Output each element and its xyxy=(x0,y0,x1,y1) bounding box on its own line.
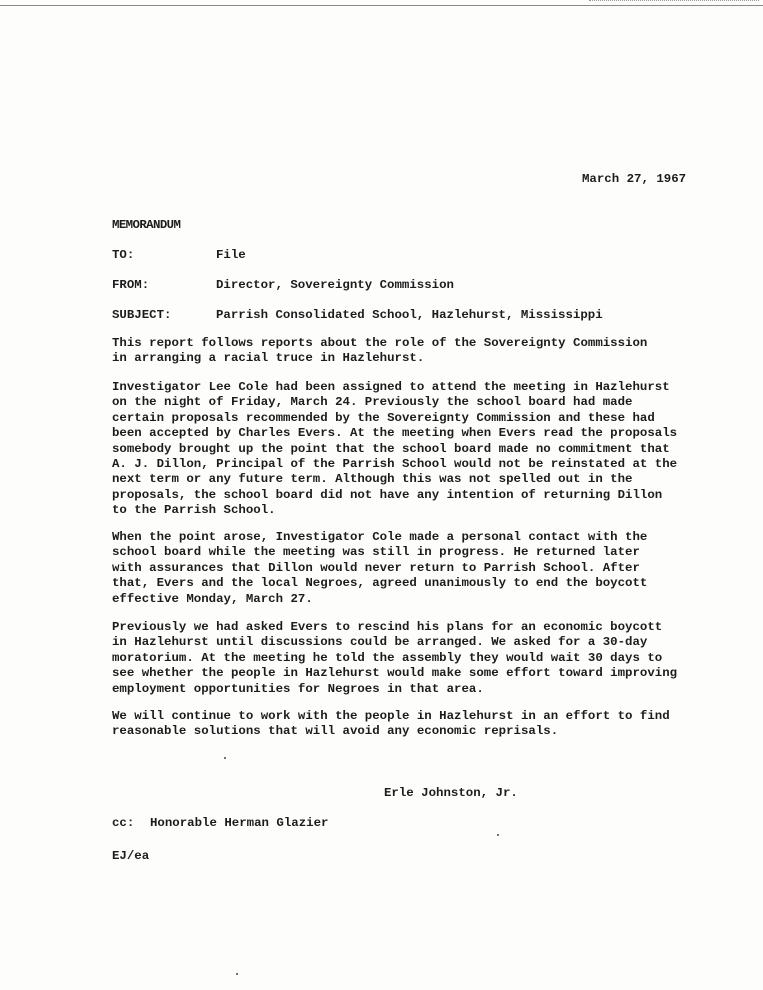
paragraph-line: certain proposals recommended by the Sovereignty Commission and these had xyxy=(112,410,655,425)
subject-label: SUBJECT: xyxy=(112,308,172,322)
paragraph-line: A. J. Dillon, Principal of the Parrish School would not be reinstated at the xyxy=(112,457,678,472)
paragraph-5 xyxy=(112,709,712,740)
paragraph-line: school board while the meeting was still in progress. He returned later xyxy=(112,545,640,560)
to-label: TO: xyxy=(112,248,135,262)
paragraph-line: Previously we had asked Evers to rescind his plans for an economic boycott xyxy=(112,620,663,634)
paragraph-line: been accepted by Charles Evers. At the meeting when Evers read the proposals xyxy=(112,426,678,441)
paragraph-line: moratorium. At the meeting he told the assembly they would wait 30 days to xyxy=(112,650,663,665)
paragraph-line: reasonable solutions that will avoid any economic reprisals. xyxy=(112,724,559,739)
paragraph-line: with assurances that Dillon would never return to Parrish School. After xyxy=(112,560,640,575)
paragraph-line: that, Evers and the local Negroes, agreed unanimously to end the boycott xyxy=(112,576,648,591)
paragraph-line: When the point arose, Investigator Cole made a personal contact with the xyxy=(112,530,648,544)
paragraph-line: Investigator Lee Cole had been assigned to attend the meeting in Hazlehurst xyxy=(112,380,670,394)
paragraph-line: somebody brought up the point that the school board made no commitment that xyxy=(112,441,670,456)
from-value: Director, Sovereignty Commission xyxy=(216,278,454,292)
signature-name: Erle Johnston, Jr. xyxy=(384,786,518,800)
paper-speck xyxy=(236,973,238,975)
paragraph-3 xyxy=(112,530,712,607)
from-label: FROM: xyxy=(112,278,150,292)
cc-label: cc: xyxy=(112,816,135,830)
paragraph-1 xyxy=(112,336,712,367)
memo-date: March 27, 1967 xyxy=(582,172,687,186)
paragraph-line: next term or any future term. Although this was not spelled out in the xyxy=(112,472,633,487)
paragraph-line: to the Parrish School. xyxy=(112,503,276,518)
paragraph-line: employment opportunities for Negroes in that area. xyxy=(112,681,484,696)
top-rule xyxy=(0,5,763,6)
top-edge-marks xyxy=(589,0,759,4)
paragraph-line: see whether the people in Hazlehurst would make some effort toward improving xyxy=(112,666,678,681)
paper-speck xyxy=(224,757,226,759)
paragraph-line: proposals, the school board did not have any intention of returning Dillon xyxy=(112,487,663,502)
paragraph-line: in arranging a racial truce in Hazlehurst. xyxy=(112,351,425,366)
paragraph-line: in Hazlehurst until discussions could be arranged. We asked for a 30-day xyxy=(112,635,648,650)
paragraph-line: We will continue to work with the people in Hazlehurst in an effort to find xyxy=(112,709,670,723)
paper-speck xyxy=(497,834,499,836)
to-value: File xyxy=(216,248,246,262)
paragraph-line: This report follows reports about the role of the Sovereignty Commission xyxy=(112,336,648,350)
cc-recipient: Honorable Herman Glazier xyxy=(150,816,329,830)
paragraph-2 xyxy=(112,380,712,519)
paragraph-line: effective Monday, March 27. xyxy=(112,591,313,606)
paragraph-4 xyxy=(112,620,712,697)
memo-heading: MEMORANDUM xyxy=(112,218,181,232)
paragraph-line: on the night of Friday, March 24. Previously the school board had made xyxy=(112,395,633,410)
subject-value: Parrish Consolidated School, Hazlehurst, Mississippi xyxy=(216,308,603,322)
typist-initials: EJ/ea xyxy=(112,849,150,863)
